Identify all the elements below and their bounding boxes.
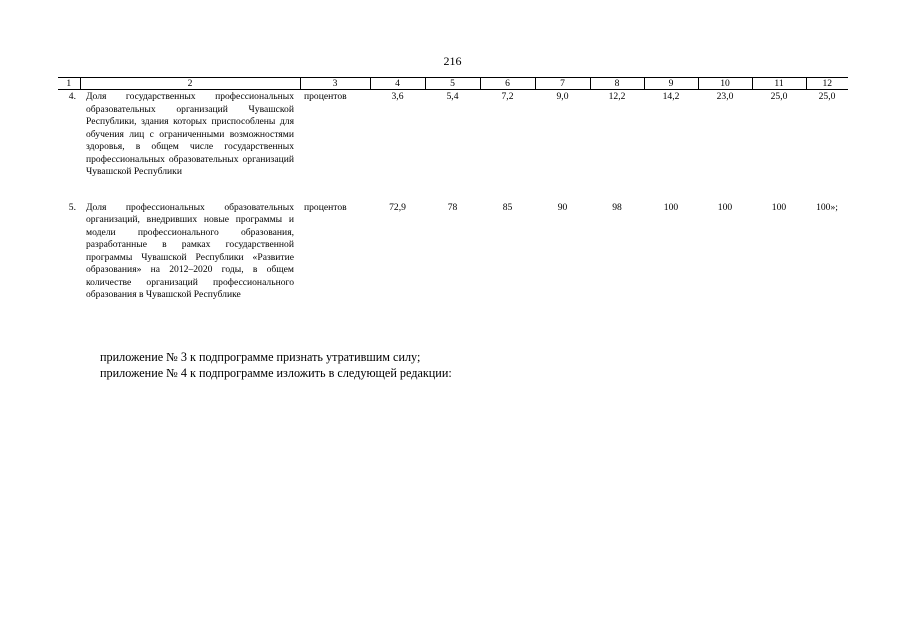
value-cell: 90 xyxy=(557,201,568,213)
unit-cell: процентов xyxy=(304,91,347,102)
row-number: 5. xyxy=(68,201,76,213)
unit-cell: процентов xyxy=(304,201,347,213)
value-cell: 14,2 xyxy=(662,91,680,102)
column-header: 12 xyxy=(806,78,848,90)
column-header: 10 xyxy=(698,78,752,90)
column-header: 4 xyxy=(370,78,425,90)
value-cell: 5,4 xyxy=(446,91,459,102)
table-row xyxy=(58,90,848,201)
column-header: 1 xyxy=(58,78,80,90)
column-header: 2 xyxy=(80,78,300,90)
table-header-row xyxy=(58,78,848,90)
column-header: 5 xyxy=(425,78,480,90)
value-cell: 78 xyxy=(447,201,458,213)
amendment-line: приложение № 3 к подпрограмме признать утратившим силу; xyxy=(100,350,421,364)
value-cell: 100 xyxy=(771,201,787,213)
column-header: 11 xyxy=(752,78,806,90)
value-cell: 85 xyxy=(502,201,513,213)
value-cell: 25,0 xyxy=(818,91,836,102)
value-cell: 100 xyxy=(663,201,679,213)
indicator-description: Доля государственных профессиональных образовательных организаций Чувашской Республики, здания которых приспособлены для обучения лиц с ограниченными возможностями здоровья, в общем числе государственных профессиональных образовательных организаций Чувашской Республики xyxy=(86,91,294,177)
row-number: 4. xyxy=(68,91,76,102)
column-header: 6 xyxy=(480,78,535,90)
value-cell: 100 xyxy=(717,201,733,213)
value-cell: 100»; xyxy=(816,201,838,213)
column-header: 9 xyxy=(644,78,698,90)
amendment-text xyxy=(100,349,452,381)
amendment-line: приложение № 4 к подпрограмме изложить в следующей редакции: xyxy=(100,366,452,380)
value-cell: 72,9 xyxy=(389,201,406,213)
indicator-description: Доля профессиональных образовательных организаций, внедривших новые программы и модели профессионального образования, разработанные в рамках государственной программы Чувашской Республики «Развитие образования» на 2012–2020 годы, в общем количестве организаций профессионального образования в Чувашской Республике xyxy=(86,201,294,300)
page-number: 216 xyxy=(443,54,462,68)
value-cell: 23,0 xyxy=(716,91,734,102)
value-cell: 12,2 xyxy=(608,91,626,102)
table-row xyxy=(58,201,848,302)
value-cell: 25,0 xyxy=(770,91,788,102)
column-header: 8 xyxy=(590,78,644,90)
value-cell: 3,6 xyxy=(391,91,404,102)
value-cell: 7,2 xyxy=(501,91,514,102)
value-cell: 9,0 xyxy=(556,91,569,102)
indicators-table xyxy=(58,77,848,302)
value-cell: 98 xyxy=(612,201,622,213)
column-header: 3 xyxy=(300,78,370,90)
column-header: 7 xyxy=(535,78,590,90)
